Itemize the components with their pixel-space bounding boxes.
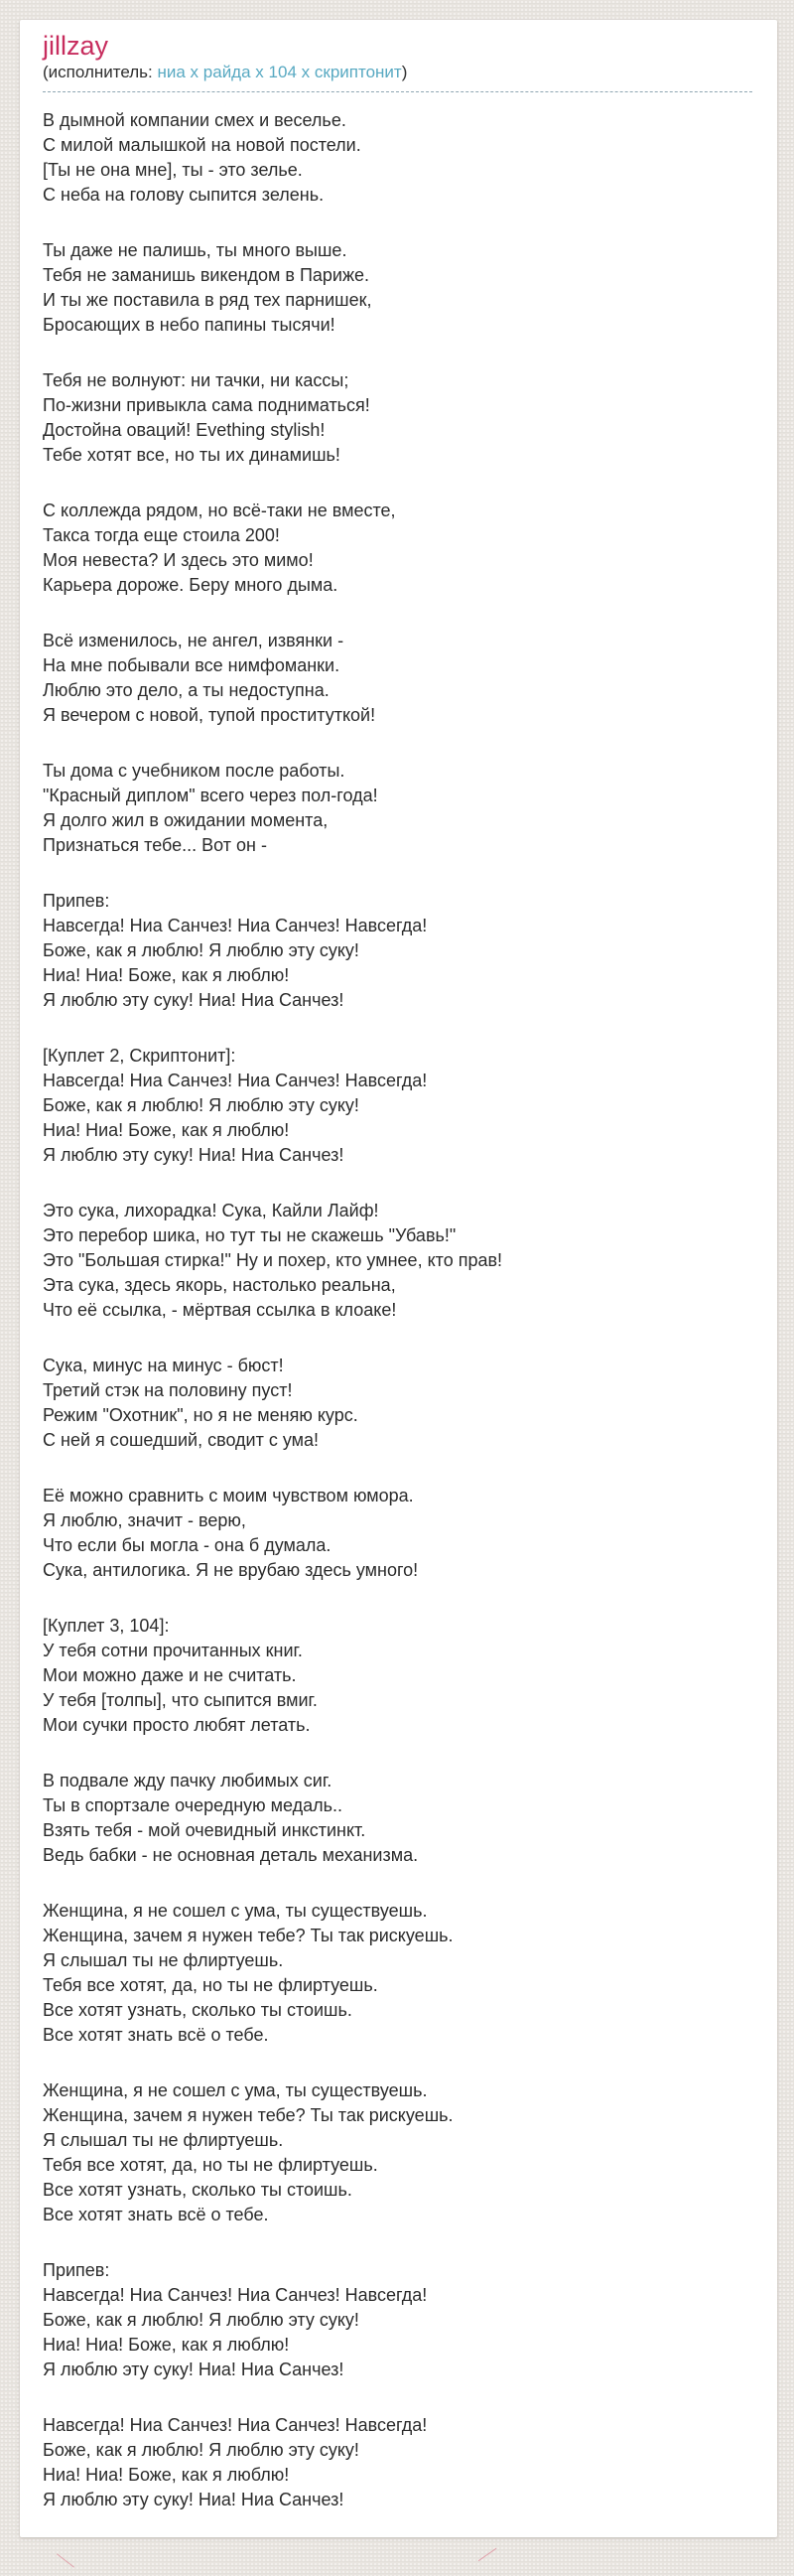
lyric-line: В подвале жду пачку любимых сиг. [43, 1771, 332, 1790]
lyric-line: Тебя все хотят, да, но ты не флиртуешь. [43, 1975, 378, 1995]
lyric-line: Моя невеста? И здесь это мимо! [43, 550, 314, 570]
stanza [43, 238, 752, 338]
lyric-line: Я слышал ты не флиртуешь. [43, 2130, 284, 2150]
lyric-line: Припев: [43, 891, 110, 911]
lyric-line: Я люблю, значит - верю, [43, 1510, 246, 1530]
lyric-line: Ниа! Ниа! Боже, как я люблю! [43, 965, 290, 985]
lyric-line: Навсегда! Ниа Санчез! Ниа Санчез! Навсегда! [43, 916, 428, 935]
lyric-line: Достойна оваций! Evething stylish! [43, 420, 326, 440]
lyric-line: Признаться тебе... Вот он - [43, 835, 267, 855]
lyric-line: Я вечером с новой, тупой проституткой! [43, 705, 376, 725]
stanza [43, 629, 752, 728]
lyric-line: С милой малышкой на новой постели. [43, 135, 361, 155]
lyric-line: На мне побывали все нимфоманки. [43, 655, 340, 675]
lyric-line: Это "Большая стирка!" Ну и похер, кто умнее, кто прав! [43, 1250, 503, 1270]
lyric-line: Ведь бабки - не основная деталь механизма. [43, 1845, 419, 1865]
stanza [43, 1354, 752, 1453]
stanza [43, 368, 752, 468]
lyric-line: И ты же поставила в ряд тех парнишек, [43, 290, 372, 310]
stanza [43, 108, 752, 208]
lyric-line: [Ты не она мне], ты - это зелье. [43, 160, 303, 180]
artist-link-rayda[interactable]: райда [202, 63, 251, 81]
artist-suffix: ) [401, 63, 408, 81]
lyric-line: Припев: [43, 2260, 110, 2280]
artist-separator: х [301, 63, 311, 81]
stanza [43, 2413, 752, 2512]
lyric-line: Женщина, я не сошел с ума, ты существуешь. [43, 2080, 428, 2100]
lyric-line: Ты дома с учебником после работы. [43, 761, 345, 781]
lyric-line: Я долго жил в ожидании момента, [43, 810, 329, 830]
stanza [43, 2258, 752, 2382]
stanza [43, 1769, 752, 1868]
lyric-line: Женщина, зачем я нужен тебе? Ты так рискуешь. [43, 1926, 454, 1945]
lyric-line: Сука, минус на минус - бюст! [43, 1356, 284, 1375]
lyric-line: Я люблю эту суку! Ниа! Ниа Санчез! [43, 990, 344, 1010]
lyric-line: По-жизни привыкла сама подниматься! [43, 395, 370, 415]
lyric-line: Люблю это дело, а ты недоступна. [43, 680, 330, 700]
stanza [43, 499, 752, 598]
artist-link-skriptonit[interactable]: скриптонит [314, 63, 402, 81]
lyric-line: Все хотят узнать, сколько ты стоишь. [43, 2180, 352, 2200]
song-title: jillzay [43, 31, 109, 61]
lyric-line: Женщина, зачем я нужен тебе? Ты так рискуешь. [43, 2105, 454, 2125]
lyric-line: Взять тебя - мой очевидный инкстинкт. [43, 1820, 366, 1840]
lyric-line: Я слышал ты не флиртуешь. [43, 1950, 284, 1970]
lyrics-card [20, 20, 777, 2537]
lyric-line: Боже, как я люблю! Я люблю эту суку! [43, 2440, 359, 2460]
lyric-line: В дымной компании смех и веселье. [43, 110, 346, 130]
lyric-line: Такса тогда еще стоила 200! [43, 525, 280, 545]
stanza [43, 759, 752, 858]
lyric-line: Мои можно даже и не считать. [43, 1665, 297, 1685]
lyric-line: [Куплет 3, 104]: [43, 1616, 170, 1636]
stanza [43, 2078, 752, 2227]
lyric-line: Тебя не волнуют: ни тачки, ни кассы; [43, 370, 349, 390]
lyric-line: Все хотят знать всё о тебе. [43, 2205, 269, 2224]
lyric-line: У тебя сотни прочитанных книг. [43, 1641, 303, 1660]
lyric-line: Я люблю эту суку! Ниа! Ниа Санчез! [43, 2360, 344, 2379]
lyric-line: Боже, как я люблю! Я люблю эту суку! [43, 1095, 359, 1115]
lyric-line: Сука, антилогика. Я не врубаю здесь умного! [43, 1560, 419, 1580]
lyric-line: Боже, как я люблю! Я люблю эту суку! [43, 940, 359, 960]
lyric-line: Это перебор шика, но тут ты не скажешь "Убавь!" [43, 1225, 457, 1245]
lyric-line: Тебя не заманишь викендом в Париже. [43, 265, 370, 285]
lyric-line: Ниа! Ниа! Боже, как я люблю! [43, 2465, 290, 2485]
stanza [43, 1484, 752, 1583]
artist-link-nia[interactable]: ниа [157, 63, 186, 81]
artist-line [43, 62, 752, 92]
lyric-line: Ниа! Ниа! Боже, как я люблю! [43, 2335, 290, 2355]
lyric-line: Всё изменилось, не ангел, извянки - [43, 631, 344, 650]
artist-separator: х [255, 63, 264, 81]
lyric-line: Режим "Охотник", но я не меняю курс. [43, 1405, 358, 1425]
lyric-line: Я люблю эту суку! Ниа! Ниа Санчез! [43, 1145, 344, 1165]
artist-prefix: (исполнитель: [43, 63, 153, 81]
stanza [43, 1199, 752, 1323]
lyric-line: Навсегда! Ниа Санчез! Ниа Санчез! Навсегда! [43, 1071, 428, 1090]
lyric-line: Ты даже не палишь, ты много выше. [43, 240, 347, 260]
lyric-line: С ней я сошедший, сводит с ума! [43, 1430, 320, 1450]
lyric-line: Я люблю эту суку! Ниа! Ниа Санчез! [43, 2490, 344, 2509]
lyric-line: "Красный диплом" всего через пол-года! [43, 786, 378, 805]
lyric-line: Это сука, лихорадка! Сука, Кайли Лайф! [43, 1201, 379, 1220]
stanza [43, 1899, 752, 2048]
texture-scratch [478, 2548, 497, 2561]
lyric-line: Что её ссылка, - мёртвая ссылка в клоаке! [43, 1300, 397, 1320]
lyric-line: Её можно сравнить с моим чувством юмора. [43, 1486, 414, 1505]
lyric-line: Все хотят знать всё о тебе. [43, 2025, 269, 2045]
lyric-line: Бросающих в небо папины тысячи! [43, 315, 335, 335]
lyric-line: С неба на голову сыпится зелень. [43, 185, 325, 205]
stanza [43, 889, 752, 1013]
artist-link-104[interactable]: 104 [268, 63, 297, 81]
lyric-line: Ниа! Ниа! Боже, как я люблю! [43, 1120, 290, 1140]
lyric-line: Эта сука, здесь якорь, настолько реальна, [43, 1275, 396, 1295]
lyric-line: Все хотят узнать, сколько ты стоишь. [43, 2000, 352, 2020]
lyric-line: Навсегда! Ниа Санчез! Ниа Санчез! Навсегда! [43, 2415, 428, 2435]
lyric-line: Тебе хотят все, но ты их динамишь! [43, 445, 340, 465]
lyric-line: Карьера дороже. Беру много дыма. [43, 575, 338, 595]
lyric-line: Что если бы могла - она б думала. [43, 1535, 331, 1555]
lyric-line: У тебя [толпы], что сыпится вмиг. [43, 1690, 318, 1710]
lyric-line: Навсегда! Ниа Санчез! Ниа Санчез! Навсегда! [43, 2285, 428, 2305]
lyric-line: Женщина, я не сошел с ума, ты существуешь. [43, 1901, 428, 1921]
lyric-line: Тебя все хотят, да, но ты не флиртуешь. [43, 2155, 378, 2175]
stanza [43, 1614, 752, 1738]
lyric-line: Ты в спортзале очередную медаль.. [43, 1795, 343, 1815]
lyric-line: Боже, как я люблю! Я люблю эту суку! [43, 2310, 359, 2330]
stanza [43, 1044, 752, 1168]
lyric-line: С коллежда рядом, но всё-таки не вместе, [43, 501, 396, 520]
lyrics-text [43, 108, 752, 2512]
texture-scratch [57, 2553, 74, 2567]
lyric-line: Третий стэк на половину пуст! [43, 1380, 293, 1400]
artist-separator: х [190, 63, 199, 81]
lyric-line: Мои сучки просто любят летать. [43, 1715, 311, 1735]
lyric-line: [Куплет 2, Скриптонит]: [43, 1046, 236, 1066]
